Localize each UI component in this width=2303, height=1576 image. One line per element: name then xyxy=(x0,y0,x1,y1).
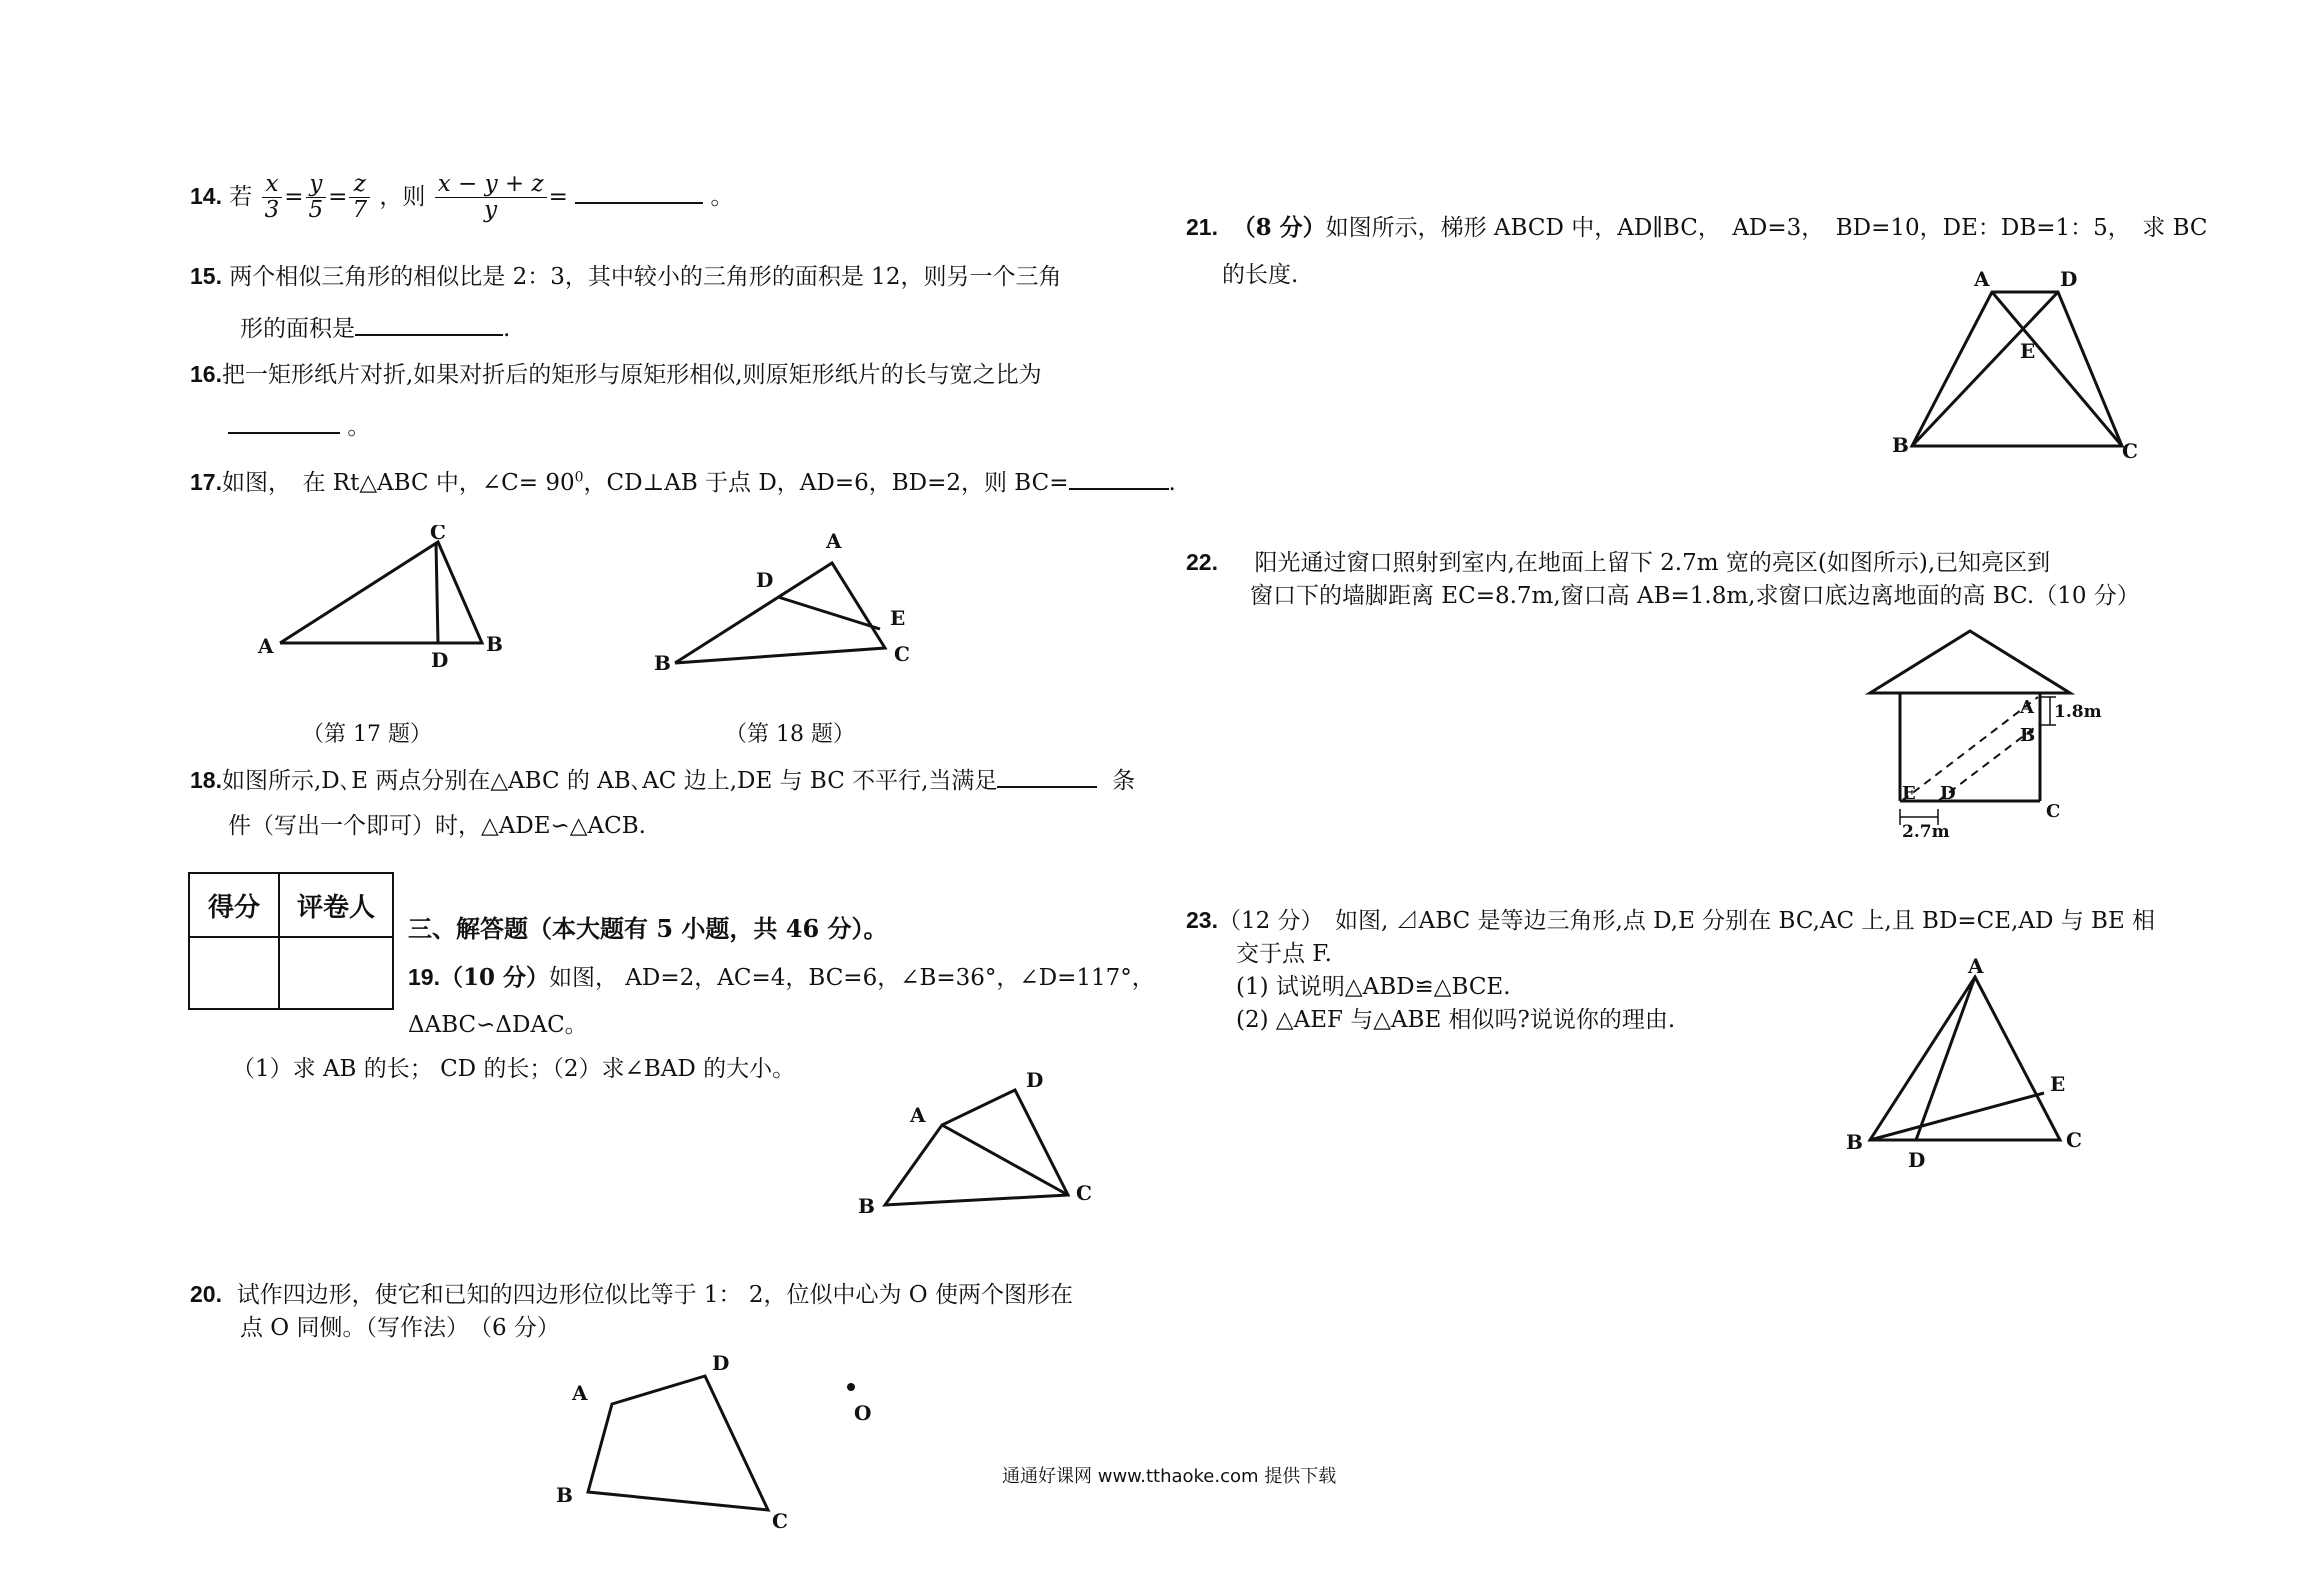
question-number: 18. xyxy=(190,767,222,793)
question-15 xyxy=(190,262,1061,292)
question-number: 14. xyxy=(190,182,222,209)
vertex-label-d: D xyxy=(431,648,449,672)
footer-credit: 通通好课网 www.tthaoke.com 提供下载 xyxy=(1002,1466,1337,1487)
q16-end: 。 xyxy=(347,414,371,440)
q14-suffix: 。 xyxy=(710,183,734,210)
vertex-label-b: B xyxy=(858,1194,875,1215)
grader-cell[interactable] xyxy=(279,937,393,1009)
q16-line1: 把一矩形纸片对折,如果对折后的矩形与原矩形相似,则原矩形纸片的长与宽之比为 xyxy=(221,362,1042,388)
dimension-label-height: 1.8m xyxy=(2054,702,2102,722)
answer-blank[interactable] xyxy=(575,180,703,204)
vertex-label-e: E xyxy=(1902,783,1916,804)
fraction-expression xyxy=(435,172,547,224)
vertex-label-a: A xyxy=(1968,955,1984,978)
q21-line2: 的长度. xyxy=(1222,262,1299,288)
score-header: 得分 xyxy=(189,873,279,937)
question-23-part2 xyxy=(1236,1006,1675,1035)
question-number: 15. xyxy=(190,263,222,289)
center-point-o xyxy=(847,1383,855,1391)
figure-18-caption: （第 18 题） xyxy=(725,722,855,747)
denominator: 3 xyxy=(264,197,280,224)
q23-line3: (1) 试说明△ABD≌△BCE. xyxy=(1236,974,1511,1000)
answer-blank[interactable] xyxy=(355,312,503,336)
q19-line1: 如图， AD=2，AC=4，BC=6，∠B=36°，∠D=117°， xyxy=(549,965,1155,991)
vertex-label-b: B xyxy=(1892,433,1909,457)
q21-line1: 如图所示，梯形 ABCD 中，AD∥BC， AD=3， BD=10，DE：DB=1：5， 求 BC xyxy=(1325,215,2208,241)
numerator: z xyxy=(349,172,370,198)
vertex-label-d: D xyxy=(2060,268,2078,291)
figure-17-caption: （第 17 题） xyxy=(302,722,432,747)
question-19 xyxy=(408,963,1155,993)
vertex-label-d: D xyxy=(1940,783,1956,804)
grader-header: 评卷人 xyxy=(279,873,393,937)
q19-line2: ΔABC∽ΔDAC。 xyxy=(408,1012,588,1038)
q20-line1: 试作四边形，使它和已知的四边形位似比等于 1： 2，位似中心为 O 使两个图形在 xyxy=(236,1282,1073,1308)
dimension-label-width: 2.7m xyxy=(1902,822,1950,840)
question-number: 23. xyxy=(1186,907,1218,933)
vertex-label-a: A xyxy=(910,1103,926,1127)
question-17 xyxy=(190,466,1176,498)
vertex-label-c: C xyxy=(894,642,910,666)
q15-line1: 两个相似三角形的相似比是 2：3，其中较小的三角形的面积是 12，则另一个三角 xyxy=(229,264,1062,290)
grade-box xyxy=(188,872,394,1010)
q15-end: . xyxy=(503,316,511,342)
fraction-x-3 xyxy=(262,172,283,224)
denominator: y xyxy=(484,197,498,224)
q18-line1-end: 条 xyxy=(1112,768,1136,794)
vertex-label-e: E xyxy=(2050,1072,2066,1096)
q17-text: 如图， 在 Rt△ABC 中，∠C= 90 xyxy=(221,470,575,496)
question-16-cont xyxy=(228,410,370,442)
figure-22 xyxy=(1860,625,2120,840)
vertex-label-e: E xyxy=(890,606,906,630)
question-18-cont xyxy=(228,812,646,841)
question-23-part1 xyxy=(1236,973,1511,1002)
vertex-label-c: C xyxy=(772,1509,788,1533)
question-18 xyxy=(190,764,1135,796)
fraction-y-5 xyxy=(306,172,327,224)
vertex-label-c: C xyxy=(2066,1128,2082,1152)
answer-blank[interactable] xyxy=(1069,466,1169,490)
question-number: 17. xyxy=(190,469,222,495)
q20-line2: 点 O 同侧。（写作法） （6 分） xyxy=(240,1315,560,1341)
vertex-label-c: C xyxy=(1076,1181,1092,1205)
numerator: x − y + z xyxy=(435,172,547,198)
vertex-label-b: B xyxy=(486,632,503,656)
q23-line2: 交于点 F. xyxy=(1236,941,1332,967)
numerator: x xyxy=(262,172,283,198)
q14-mid: ，则 xyxy=(379,183,426,210)
figure-18 xyxy=(650,525,940,685)
vertex-label-d: D xyxy=(756,568,774,592)
question-23 xyxy=(1186,906,2155,936)
figure-21 xyxy=(1890,268,2140,468)
q22-line1: 阳光通过窗口照射到室内,在地面上留下 2.7m 宽的亮区(如图所示),已知亮区到 xyxy=(1254,550,2051,576)
section-heading: 三、解答题（本大题有 5 小题，共 46 分）。 xyxy=(408,914,888,943)
vertex-label-c: C xyxy=(2122,439,2138,463)
q22-line2: 窗口下的墙脚距离 EC=8.7m,窗口高 AB=1.8m,求窗口底边离地面的高 BC.（10 分） xyxy=(1250,583,2140,609)
question-20-cont xyxy=(240,1314,560,1343)
numerator: y xyxy=(306,172,327,198)
question-22-cont xyxy=(1250,582,2140,611)
q23-line1: （12 分） 如图, ⊿ABC 是等边三角形,点 D,E 分别在 BC,AC 上,且 BD=CE,AD 与 BE 相 xyxy=(1217,908,2156,934)
q23-line4: (2) △AEF 与△ABE 相似吗?说说你的理由. xyxy=(1236,1007,1676,1033)
vertex-label-b: B xyxy=(1846,1130,1863,1154)
vertex-label-a: A xyxy=(572,1381,588,1405)
question-14: 14. 若 $\frac{x}{3}$ = $\frac{y}{5}$ = $\frac{z}{7}$ ，则 $\frac{x - y + z}{y}$ = 。 xyxy=(190,171,734,224)
q17-end: . xyxy=(1168,470,1176,496)
answer-blank[interactable] xyxy=(228,410,340,434)
denominator: 7 xyxy=(352,197,368,224)
question-number: 16. xyxy=(190,361,222,387)
question-22 xyxy=(1186,548,2050,578)
figure-23 xyxy=(1840,955,2100,1180)
vertex-label-a: A xyxy=(1974,268,1990,291)
vertex-label-b: B xyxy=(654,651,671,675)
question-number: 20. xyxy=(190,1281,222,1307)
question-number: 21. xyxy=(1186,214,1218,240)
vertex-label-e: E xyxy=(2020,339,2036,363)
figure-19 xyxy=(850,1065,1110,1215)
q14-prefix: 若 xyxy=(229,183,253,210)
question-16 xyxy=(190,360,1042,390)
vertex-label-a: A xyxy=(258,634,274,658)
vertex-label-b: B xyxy=(2020,725,2036,746)
answer-blank[interactable] xyxy=(997,764,1097,788)
question-20 xyxy=(190,1280,1073,1310)
figure-20 xyxy=(550,1340,890,1540)
vertex-label-c: C xyxy=(2046,801,2061,822)
vertex-label-o: O xyxy=(854,1401,872,1425)
question-21-cont xyxy=(1222,261,1298,290)
q18-line1: 如图所示,D､E 两点分别在△ABC 的 AB､AC 边上,DE 与 BC 不平行,当满足 xyxy=(221,768,998,794)
vertex-label-a: A xyxy=(2020,697,2034,718)
q18-line2: 件（写出一个即可）时，△ADE∽△ACB. xyxy=(228,813,646,839)
degree-superscript: 0 xyxy=(574,469,584,486)
q19-score: （10 分） xyxy=(439,964,549,991)
q21-score: （8 分） xyxy=(1232,214,1326,241)
question-number: 19. xyxy=(408,964,440,990)
question-19-cont xyxy=(408,1011,588,1040)
q17-text-2: ，CD⊥AB 于点 D，AD=6，BD=2，则 BC= xyxy=(583,470,1069,496)
question-15-cont xyxy=(240,312,510,344)
figure-17 xyxy=(250,525,530,675)
question-number: 22. xyxy=(1186,549,1218,575)
score-cell[interactable] xyxy=(189,937,279,1009)
vertex-label-d: D xyxy=(1026,1068,1044,1092)
vertex-label-d: D xyxy=(712,1351,730,1375)
question-23-cont xyxy=(1236,940,1332,969)
question-21 xyxy=(1186,213,2208,243)
denominator: 5 xyxy=(308,197,324,224)
vertex-label-d: D xyxy=(1908,1148,1926,1172)
vertex-label-b: B xyxy=(556,1483,573,1507)
fraction-z-7 xyxy=(349,172,370,224)
question-19-parts xyxy=(232,1055,795,1084)
q19-line3: （1）求 AB 的长； CD 的长；（2）求∠BAD 的大小。 xyxy=(232,1056,796,1082)
q15-line2: 形的面积是 xyxy=(240,316,355,342)
vertex-label-c: C xyxy=(430,525,446,544)
vertex-label-a: A xyxy=(826,529,842,553)
